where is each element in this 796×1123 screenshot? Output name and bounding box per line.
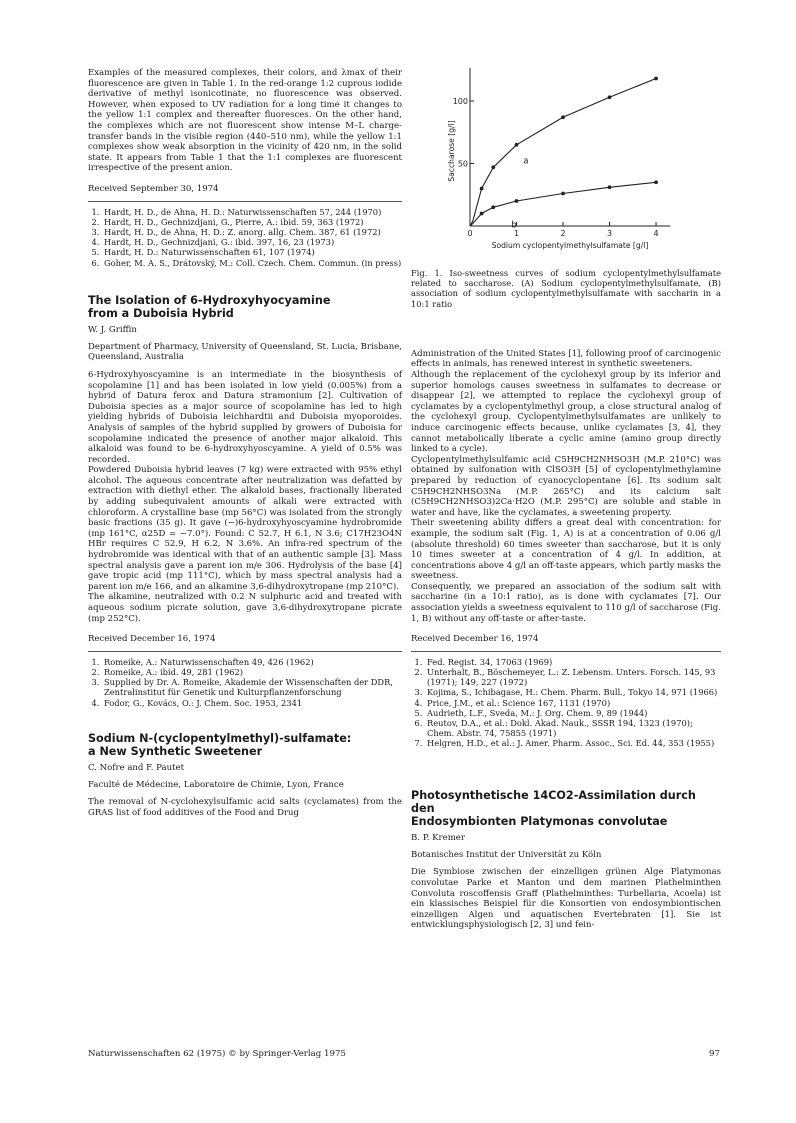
divider [88, 201, 402, 202]
body-paragraph: Consequently, we prepared an association of the sodium salt with saccharine (in a 10:1 ratio), as is done with cyclamates [7]. Our association yields a sweetness equivalent to 110 g/l of saccharose (Fig. 1, B) without any off-taste or after-taste. [411, 581, 721, 624]
received-date: Received December 16, 1974 [88, 634, 216, 645]
data-point [515, 199, 519, 203]
data-point [480, 212, 484, 216]
body-paragraph: Die Symbiose zwischen der einzelligen grünen Alge Platymonas convolutae Parke et Manton und dem marinen Plathelminthen Convoluta roscoffensis Graff (Plathelminthes: Turbellaria, Acoela) ist ein klassisches Beispiel für die Konsortien von endosymbiontischen einzelligen Algen und aquatischen Evertebraten [1]. Sie ist entwicklungsphysiologisch [2, 3] und fein- [411, 867, 721, 931]
data-point [654, 180, 658, 184]
affiliation: Faculté de Médecine, Laboratoire de Chimie, Lyon, France [88, 779, 344, 790]
affiliation: Department of Pharmacy, University of Queensland, St. Lucia, Brisbane, Queensland, Australia [88, 341, 402, 363]
reference-item: 4. Fodor, G., Kovács, O.: J. Chem. Soc. 1953, 2341 [102, 698, 402, 708]
x-axis-label: Sodium cyclopentylmethylsulfamate [g/l] [491, 241, 649, 250]
reference-item: 6. Goher, M. A. S., Drátovský, M.: Coll. Czech. Chem. Commun. (in press) [102, 258, 402, 268]
reference-item: 1. Romeike, A.: Naturwissenschaften 49, 426 (1962) [102, 657, 402, 667]
x-tick-label: 4 [653, 229, 659, 238]
title-line: a New Synthetic Sweetener [88, 745, 263, 758]
intro-paragraph: Examples of the measured complexes, their colors, and λmax of their fluorescence are given in Table 1. In the red-orange 1:2 cuprous iodide derivative of methyl isonicotinate, no fluorescence was observed. However, when exposed to UV radiation for a long time it changes to the yellow 1:1 complex and thereafter fluoresces. On the other hand, the complexes which are not fluorescent show intense M–L charge-transfer bands in the visible region (440–510 nm), while the yellow 1:1 complexes show weak absorption in the vicinity of 420 nm, in the solid state. It appears from Table 1 that the 1:1 complexes are fluorescent irrespective of the present anion. [88, 68, 402, 174]
reference-item: 2. Hardt, H. D., Gechnizdjani, G., Pierre, A.: ibid. 59, 363 (1972) [102, 217, 402, 227]
series-line-a [470, 79, 656, 227]
body-paragraph: Administration of the United States [1], following proof of carcinogenic effects in animals, has renewed interest in synthetic sweeteners. [411, 348, 721, 370]
affiliation: Botanisches Institut der Universität zu Köln [411, 849, 602, 860]
reference-item: 1. Fed. Regist. 34, 17063 (1969) [425, 657, 721, 667]
data-point [480, 187, 484, 191]
x-tick-label: 2 [560, 229, 566, 238]
x-tick-label: 0 [467, 229, 473, 238]
figure-caption: Fig. 1. Iso-sweetness curves of sodium cyclopentylmethylsulfamate related to saccharose. (A) Sodium cyclopentylmethylsulfamate, (B) association of sodium cyclopentylmethylsulfamate with saccharin in a 10:1 ratio [411, 268, 721, 309]
body-paragraph: The alkamine, neutralized with 0.2 N sulphuric acid and treated with aqueous sodium picrate solution, gave 3,6-dihydroxytropane picrate (mp 252°C). [88, 592, 402, 624]
data-point [654, 77, 658, 81]
y-tick-label: 50 [457, 159, 468, 169]
body-paragraph: Powdered Duboisia hybrid leaves (7 kg) were extracted with 95% ethyl alcohol. The aqueous concentrate after neutralization was defatted by extraction with diethyl ether. The alkaloid bases, fractionally liberated by adding subequivalent amounts of alkali were extracted with chloroform. A crystalline base (mp 56°C) was isolated from the strongly basic fractions (35 g). It gave (−)6-hydroxyhyoscyamine hydrobromide (mp 161°C, α25D = −7.0°). Found: C 52.7, H 6.1, N 3.6; C17H23O4N HBr requires C 52.9, H 6.2, N 3.6%. An infra-red spectrum of the hydrobromide was identical with that of an authentic sample [3]. Mass spectral analysis gave a parent ion m/e 306. Hydrolysis of the base [4] gave tropic acid (mp 111°C), which by mass spectral analysis had a parent ion m/e 166, and an alkamine 3,6-dihydroxytropane (mp 210°C). [88, 465, 402, 592]
right-column [411, 268, 721, 931]
title-line: Sodium N-(cyclopentylmethyl)-sulfamate: [88, 731, 352, 745]
series-line-b [470, 182, 656, 226]
title-line: The Isolation of 6-Hydroxyhyocyamine [88, 293, 331, 307]
data-point [608, 95, 612, 99]
page-number: 97 [709, 1049, 720, 1059]
body-paragraph: 6-Hydroxyhyoscyamine is an intermediate in the biosynthesis of scopolamine [1] and has been isolated in low yield (0.005%) from a hybrid of Datura ferox and Datura stramonium [2]. Cultivation of Duboisia species as a major source of scopolamine has led to high yielding hybrids of Duboisia leichhardtii and Duboisia myoporoides. Analysis of samples of the hybrid supplied by growers of Duboisia for scopolamine indicated the presence of another major alkaloid. This alkaloid was found to be 6-hydroxyhyoscyamine. A yield of 0.5% was recorded. [88, 369, 402, 465]
series-label: a [523, 156, 529, 167]
article-title [411, 789, 721, 829]
reference-item: 4. Hardt, H. D., Gechnizdjani, G.: ibid. 397, 16, 23 (1973) [102, 237, 402, 247]
x-tick-label: 3 [606, 229, 613, 238]
series-label: b [511, 220, 517, 231]
body-paragraph: The removal of N-cyclohexylsulfamic acid salts (cyclamates) from the GRAS list of food additives of the Food and Drug [88, 797, 402, 818]
reference-item: 3. Supplied by Dr. A. Romeike, Akademie der Wissenschaften der DDR, Zentralinstitut für Genetik und Kulturpflanzenforschung [102, 677, 402, 697]
data-point [561, 192, 565, 196]
data-point [561, 115, 565, 119]
reference-item: 6. Reutov, D.A., et al.: Dokl. Akad. Nauk., SSSR 194, 1323 (1970); Chem. Abstr. 74, 75855 (1971) [425, 718, 721, 738]
author: B. P. Kremer [411, 833, 465, 844]
chart-svg [440, 68, 690, 268]
reference-item: 4. Price, J.M., et al.: Science 167, 1131 (1970) [425, 698, 721, 708]
reference-list [88, 657, 402, 708]
data-point [515, 143, 519, 147]
data-point [491, 165, 495, 169]
reference-item: 3. Hardt, H. D., de Ahna, H. D.: Z. anorg. allg. Chem. 387, 61 (1972) [102, 227, 402, 237]
reference-item: 2. Romeike, A.: ibid. 49, 281 (1962) [102, 667, 402, 677]
data-point [608, 185, 612, 189]
data-point [491, 205, 495, 209]
figure-chart [440, 68, 690, 268]
x-tick-label: 1 [513, 229, 520, 238]
reference-list [411, 657, 721, 749]
article-title [88, 732, 402, 758]
author: W. J. Griffin [88, 325, 137, 336]
body-paragraph: Their sweetening ability differs a great deal with concentration: for example, the sodium salt (Fig. 1, A) is at a concentration of 0.06 g/l (absolute threshold) 60 times sweeter than saccharose, but it is only 10 times sweeter at a concentration of 4 g/l. In addition, at concentrations above 4 g/l an off-taste appears, which partly masks the sweetness. [411, 518, 721, 582]
reference-item: 7. Helgren, H.D., et al.: J. Amer. Pharm. Assoc., Sci. Ed. 44, 353 (1955) [425, 738, 721, 748]
divider [411, 651, 721, 652]
reference-item: 1. Hardt, H. D., de Ahna, H. D.: Naturwissenschaften 57, 244 (1970) [102, 207, 402, 217]
article-title [88, 294, 402, 320]
journal-footer: Naturwissenschaften 62 (1975) © by Springer-Verlag 1975 [88, 1049, 346, 1059]
reference-list [88, 207, 402, 268]
reference-item: 3. Kojima, S., Ichibagase, H.: Chem. Pharm. Bull., Tokyo 14, 971 (1966) [425, 687, 721, 697]
reference-item: 2. Unterhalt, B., Böschemeyer, L.: Z. Lebensm. Unters. Forsch. 145, 93 (1971); 149, 227 (1972) [425, 667, 721, 687]
y-axis-label: Saccharose [g/l] [447, 120, 456, 182]
title-line: from a Duboisia Hybrid [88, 306, 234, 320]
received-date: Received September 30, 1974 [88, 183, 219, 194]
y-tick-label: 100 [452, 97, 468, 106]
author: C. Nofre and F. Pautet [88, 763, 185, 774]
left-column [88, 68, 402, 819]
reference-item: 5. Hardt, H. D.: Naturwissenschaften 61, 107 (1974) [102, 247, 402, 257]
reference-item: 5. Audrieth, L.F., Sveda, M.: J. Org. Chem. 9, 89 (1944) [425, 708, 721, 718]
body-paragraph: Although the replacement of the cyclohexyl group by its inferior and superior homologs causes sweetness in sulfamates to decrease or disappear [2], we attempted to replace the cyclohexyl group of cyclamates by a cyclopentylmethyl group, a close structural analog of the cyclohexyl group. Cyclopentylmethylsulfamates are unlikely to induce carcinogenic effects because, unlike cyclamates [3, 4], they cannot metabolically liberate a cyclic amine (amino group directly linked to a cycle). [411, 370, 721, 455]
divider [88, 651, 402, 652]
title-line: Endosymbionten Platymonas convolutae [411, 815, 668, 829]
title-line: Photosynthetische 14CO2-Assimilation durch den [411, 788, 696, 815]
received-date: Received December 16, 1974 [411, 634, 539, 645]
body-paragraph: Cyclopentylmethylsulfamic acid C5H9CH2NHSO3H (M.P. 210°C) was obtained by sulfonation with ClSO3H [5] of cyclopentylmethylamine prepared by reduction of cyanocyclopentane [6]. Its sodium salt C5H9CH2NHSO3Na (M.P. 265°C) and its calcium salt (C5H9CH2NHSO3)2Ca·H2O (M.P. 295°C) are soluble and stable in water and have, like the cyclamates, a sweetening property. [411, 454, 721, 518]
